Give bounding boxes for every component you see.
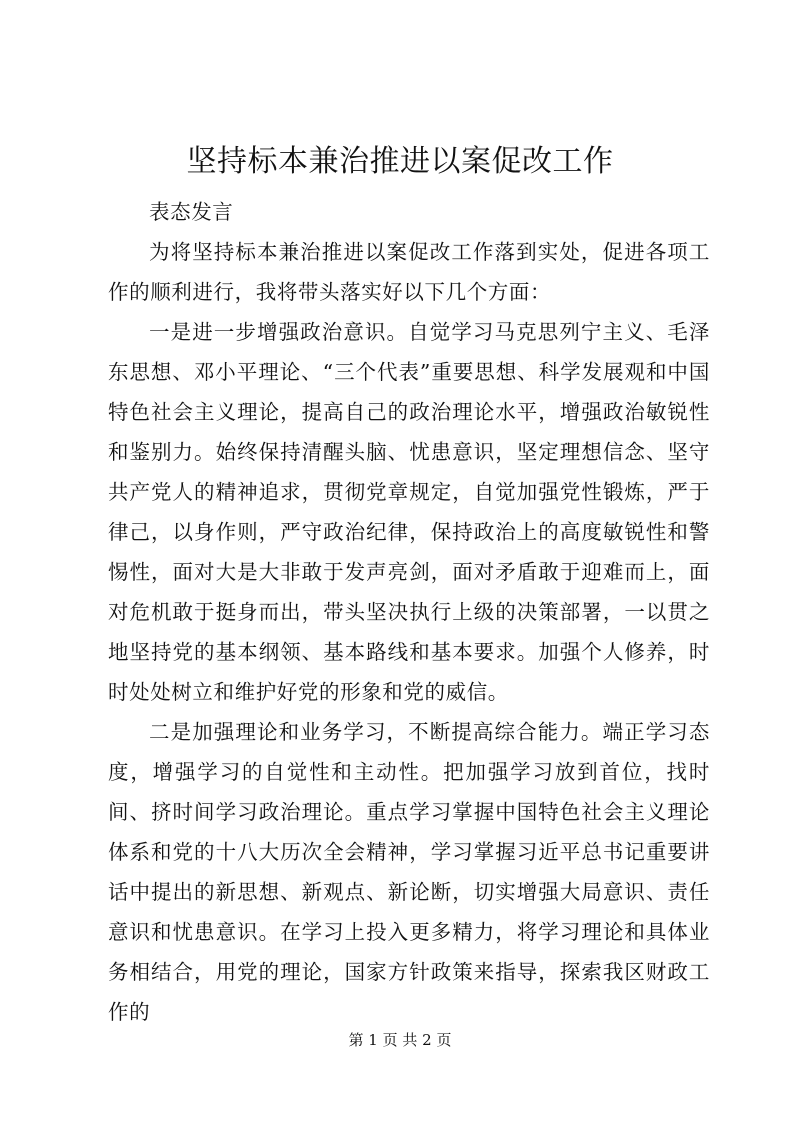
paragraph-point-one: 一是进一步增强政治意识。自觉学习马克思列宁主义、毛泽东思想、邓小平理论、“三个代表”重要思想、科学发展观和中国特色社会主义理论，提高自己的政治理论水平，增强政治敏锐性和鉴别力。始终保持清醒头脑、忧患意识，坚定理想信念、坚守共产党人的精神追求，贯彻党章规定，自觉加强党性锻炼，严于律己，以身作则，严守政治纪律，保持政治上的高度敏锐性和警惕性，面对大是大非敢于发声亮剑，面对矛盾敢于迎难而上，面对危机敢于挺身而出，带头坚决执行上级的决策部署，一以贯之地坚持党的基本纲领、基本路线和基本要求。加强个人修养，时时处处树立和维护好党的形象和党的威信。 — [108, 320, 710, 704]
paragraph-point-two: 二是加强理论和业务学习，不断提高综合能力。端正学习态度，增强学习的自觉性和主动性。把加强学习放到首位，找时间、挤时间学习政治理论。重点学习掌握中国特色社会主义理论体系和党的十八大历次全会精神，学习掌握习近平总书记重要讲话中提出的新思想、新观点、新论断，切实增强大局意识、责任意识和忧患意识。在学习上投入更多精力，将学习理论和具体业务相结合，用党的理论，国家方针政策来指导，探索我区财政工作的 — [108, 720, 710, 1024]
document-title: 坚持标本兼治推进以案促改工作 — [186, 144, 614, 179]
document-body — [108, 192, 710, 1032]
paragraph-intro: 为将坚持标本兼治推进以案促改工作落到实处，促进各项工作的顺利进行，我将带头落实好以下几个方面： — [108, 240, 710, 304]
page-number-footer: 第 1 页 共 2 页 — [348, 1031, 452, 1049]
paragraph-subtitle: 表态发言 — [149, 200, 234, 224]
